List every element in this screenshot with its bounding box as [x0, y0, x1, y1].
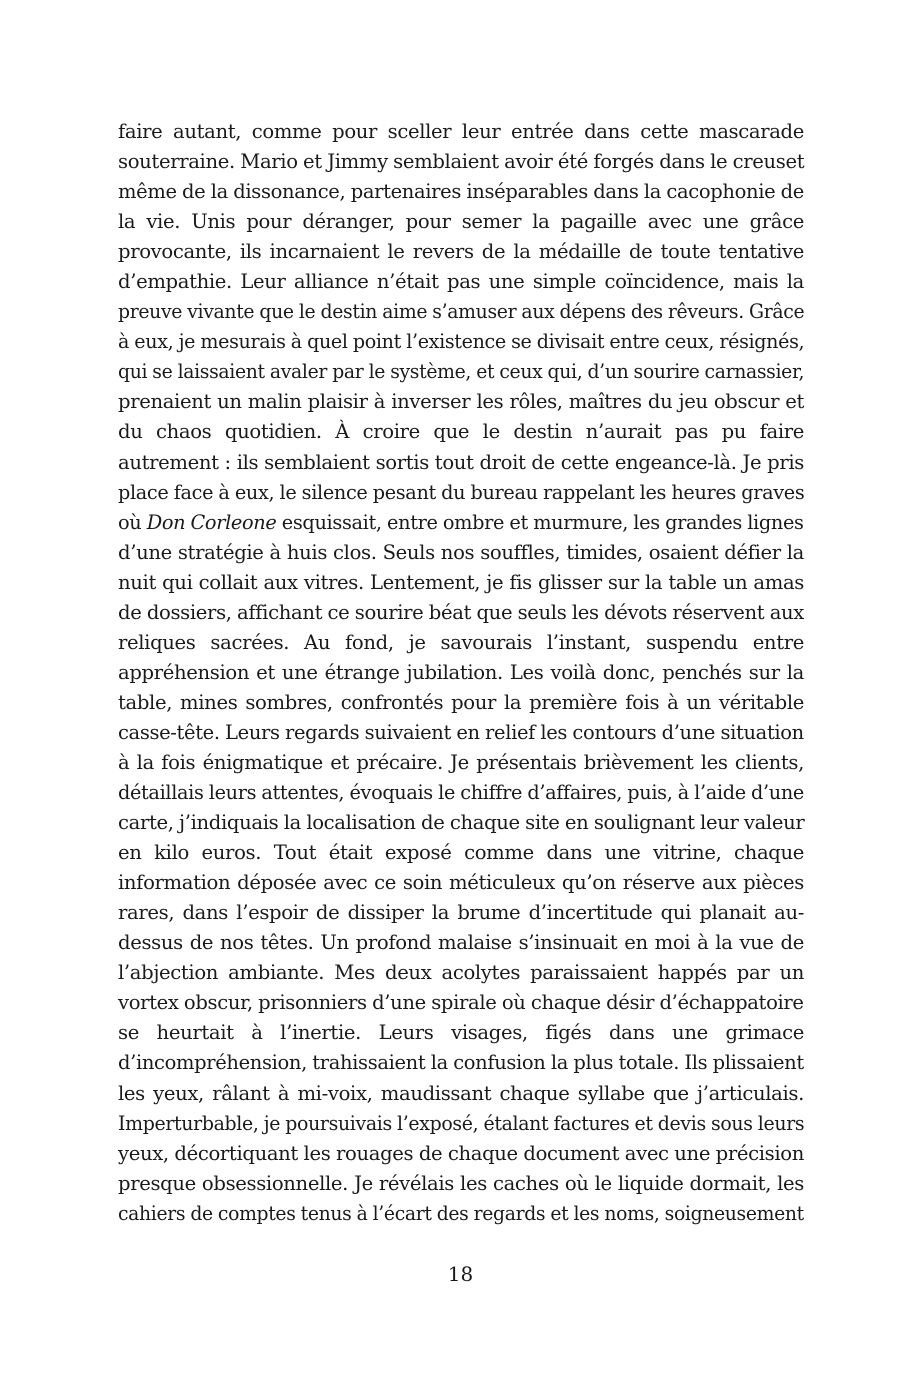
text-line: détaillais leurs attentes, évoquais le chiffre d’affaires, puis, à l’aide d’une — [118, 781, 804, 805]
text-line: place face à eux, le silence pesant du bureau rappelant les heures graves — [118, 480, 805, 504]
italic-name: Don Corleone — [146, 510, 277, 534]
line-suffix: esquissait, entre ombre et murmure, les grandes lignes — [276, 510, 804, 534]
text-line: yeux, décortiquant les rouages de chaque document avec une précision — [118, 1141, 804, 1165]
text-line: cahiers de comptes tenus à l’écart des regards et les noms, soigneusement — [118, 1201, 804, 1225]
text-line: même de la dissonance, partenaires inséparables dans la cacophonie de — [118, 180, 805, 204]
line-prefix: où — [118, 510, 147, 534]
text-line: vortex obscur, prisonniers d’une spirale où chaque désir d’échappatoire — [118, 991, 804, 1015]
text-line: l’abjection ambiante. Mes deux acolytes paraissaient happés par un — [118, 961, 804, 985]
text-line: information déposée avec ce soin méticuleux qu’on réserve aux pièces — [118, 871, 804, 895]
text-line-with-italic — [118, 508, 804, 538]
text-line: nuit qui collait aux vitres. Lentement, je fis glisser sur la table un amas — [118, 570, 804, 594]
text-line: d’empathie. Leur alliance n’était pas une simple coïncidence, mais la — [118, 270, 804, 294]
text-line: dessus de nos têtes. Un profond malaise s’insinuait en moi à la vue de — [118, 931, 804, 955]
text-line: presque obsessionnelle. Je révélais les caches où le liquide dormait, les — [118, 1171, 804, 1195]
text-line: la vie. Unis pour déranger, pour semer la pagaille avec une grâce — [118, 210, 804, 234]
text-line: de dossiers, affichant ce sourire béat que seuls les dévots réservent aux — [118, 600, 804, 624]
text-line: qui se laissaient avaler par le système, et ceux qui, d’un sourire carnassier, — [118, 360, 805, 384]
text-line: reliques sacrées. Au fond, je savourais l’instant, suspendu entre — [118, 630, 804, 654]
text-line: rares, dans l’espoir de dissiper la brume d’incertitude qui planait au- — [118, 901, 804, 925]
text-line: souterraine. Mario et Jimmy semblaient avoir été forgés dans le creuset — [118, 150, 805, 174]
text-line: appréhension et une étrange jubilation. Les voilà donc, penchés sur la — [118, 660, 804, 684]
text-line: provocante, ils incarnaient le revers de la médaille de toute tentative — [118, 240, 804, 264]
text-line: à eux, je mesurais à quel point l’existence se divisait entre ceux, résignés, — [118, 330, 805, 354]
text-line: autrement : ils semblaient sortis tout droit de cette engeance-là. Je pris — [118, 450, 804, 474]
text-line: d’une stratégie à huis clos. Seuls nos souffles, timides, osaient défier la — [118, 540, 804, 564]
text-line: Imperturbable, je poursuivais l’exposé, étalant factures et devis sous leurs — [118, 1111, 805, 1135]
text-line: les yeux, râlant à mi-voix, maudissant chaque syllabe que j’articulais. — [118, 1081, 804, 1105]
body-text — [118, 117, 804, 1229]
page-number: 18 — [447, 1262, 474, 1286]
text-line: prenaient un malin plaisir à inverser les rôles, maîtres du jeu obscur et — [118, 390, 804, 414]
text-line: en kilo euros. Tout était exposé comme dans une vitrine, chaque — [118, 841, 804, 865]
text-line: preuve vivante que le destin aime s’amuser aux dépens des rêveurs. Grâce — [118, 300, 805, 324]
text-line: table, mines sombres, confrontés pour la première fois à un véritable — [118, 690, 804, 714]
text-line: carte, j’indiquais la localisation de chaque site en soulignant leur valeur — [118, 811, 805, 835]
text-line: casse-tête. Leurs regards suivaient en relief les contours d’une situation — [118, 720, 804, 744]
text-line: du chaos quotidien. À croire que le destin n’aurait pas pu faire — [118, 420, 804, 444]
text-line: d’incompréhension, trahissaient la confusion la plus totale. Ils plissaient — [118, 1051, 804, 1075]
text-line: se heurtait à l’inertie. Leurs visages, figés dans une grimace — [118, 1021, 804, 1045]
text-line: à la fois énigmatique et précaire. Je présentais brièvement les clients, — [118, 750, 804, 774]
text-line: faire autant, comme pour sceller leur entrée dans cette mascarade — [118, 120, 804, 143]
